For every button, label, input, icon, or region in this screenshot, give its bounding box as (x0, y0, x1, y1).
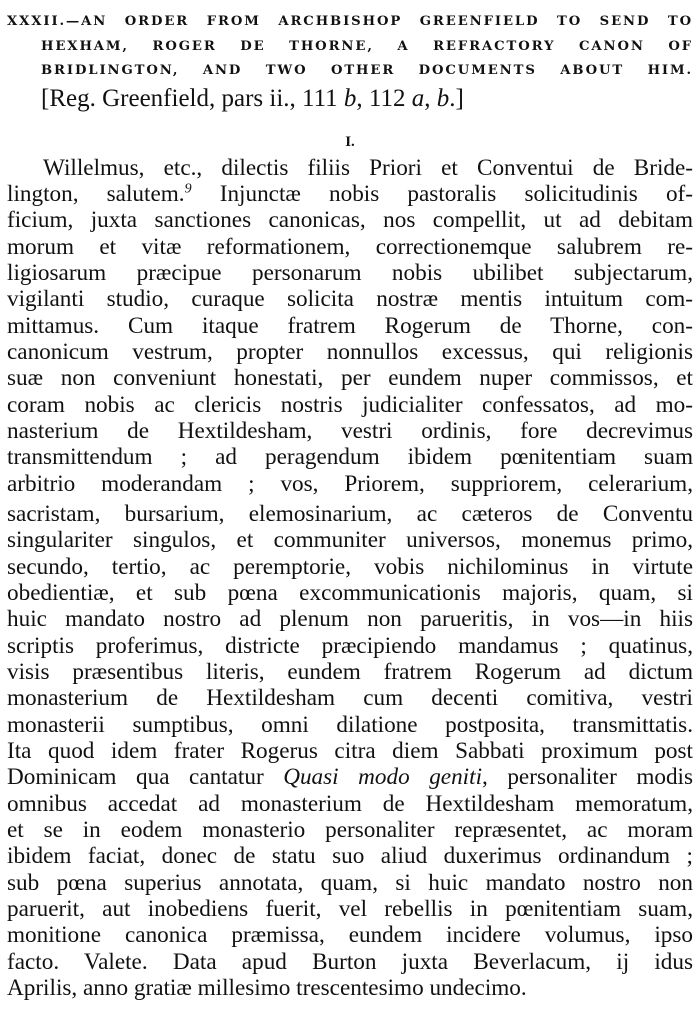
text-line: monasterium de Hextildesham cum decenti comitiva, vestri (7, 685, 693, 712)
citation-text: , 112 (356, 84, 412, 112)
citation-folio: b (343, 84, 357, 112)
text-line: monitione canonica præmissa, eundem incidere volumus, ipso (7, 922, 693, 949)
text-line: coram nobis ac clericis nostris judicialiter confessatos, ad mo- (7, 391, 693, 418)
text-line: Aprilis, anno gratiæ millesimo trescentesimo undecimo. (7, 975, 527, 1002)
text-line: mittamus. Cum itaque fratrem Rogerum de Thorne, con- (7, 312, 693, 339)
register-citation (7, 84, 693, 114)
text-line: secundo, tertio, ac peremptorie, vobis nichilominus in virtute (7, 553, 693, 580)
text-line: omnibus accedat ad monasterium de Hextildesham memoratum, (7, 790, 693, 817)
text-line: Ita quod idem frater Rogerus citra diem Sabbati proximum post (7, 738, 693, 765)
text-line: canonicum vestrum, propter nonnullos excessus, qui religionis (7, 338, 693, 365)
text-line: obedientiæ, et sub pœna excommunicationis majoris, quam, si (7, 580, 693, 606)
citation-text: , (424, 84, 437, 112)
section-number: I. (345, 133, 355, 150)
document-heading (7, 10, 693, 84)
text-line: et se in eodem monasterio personaliter repræsentet, ac moram (7, 817, 693, 844)
text-line: Willelmus, etc., dilectis filiis Priori et Conventui de Bride- (43, 154, 693, 181)
citation-text: .] (449, 84, 464, 112)
text-fragment: Dominicam qua cantatur (7, 764, 284, 791)
text-line: monasterii sumptibus, omni dilatione postposita, transmittatis. (7, 711, 693, 738)
text-line: facto. Valete. Data apud Burton juxta Beverlacum, ij idus (7, 948, 693, 975)
text-line: suæ non conveniunt honestati, per eundem nuper commissos, et (7, 365, 693, 392)
text-line (7, 181, 693, 207)
text-line: sacristam, bursarium, elemosinarium, ac cæteros de Conventu (7, 500, 693, 527)
citation-folio: a (411, 84, 425, 112)
heading-line: HEXHAM, ROGER DE THORNE, A REFRACTORY CANON OF (41, 38, 693, 54)
citation-text: [Reg. Greenfield, pars ii., 111 (41, 84, 344, 112)
text-line: ficium, juxta sanctiones canonicas, nos compellit, ut ad debitam (7, 207, 693, 234)
text-fragment: Injunctæ nobis pastoralis solicitudinis of- (191, 180, 693, 207)
text-fragment: lington, salutem. (7, 180, 185, 207)
text-line: ibidem faciat, donec de statu suo aliud duxerimus ordinandum ; (7, 843, 693, 870)
text-line: scriptis proferimus, districte præcipiendo mandamus ; quatinus, (7, 632, 693, 659)
text-line: vigilanti studio, curaque solicita nostræ mentis intuitum com- (7, 286, 693, 313)
footnote-marker: 9 (184, 181, 192, 197)
text-line: sub pœna superius annotata, quam, si huic mandato nostro non (7, 869, 693, 896)
text-line (7, 764, 693, 790)
text-line: singulariter singulos, et communiter universos, monemus primo, (7, 527, 693, 554)
heading-line: BRIDLINGTON, AND TWO OTHER DOCUMENTS ABOUT HIM. (41, 63, 693, 78)
text-fragment: , personaliter modis (482, 764, 694, 791)
text-line: nasterium de Hextildesham, vestri ordinis, fore decrevimus (7, 417, 693, 444)
body-text (7, 155, 693, 1002)
text-line: transmittendum ; ad peragendum ibidem pœnitentiam suam (7, 444, 693, 471)
document-page (7, 10, 693, 1002)
text-line: huic mandato nostro ad plenum non parueritis, in vos—in hiis (7, 606, 693, 633)
heading-line: XXXII.—AN ORDER FROM ARCHBISHOP GREENFIELD TO SEND TO (7, 14, 693, 29)
citation-folio: b (436, 84, 450, 112)
text-line: visis præsentibus literis, eundem fratrem Rogerum ad dictum (7, 659, 693, 686)
liturgical-incipit: Quasi modo geniti (283, 764, 483, 791)
text-line: morum et vitæ reformationem, correctionemque salubrem re- (7, 233, 693, 260)
text-line: paruerit, aut inobediens fuerit, vel rebellis in pœnitentiam suam, (7, 896, 693, 923)
text-line: ligiosarum præcipue personarum nobis ubilibet subjectarum, (7, 259, 693, 286)
text-line: arbitrio moderandam ; vos, Priorem, suppriorem, celerarium, (7, 470, 693, 497)
